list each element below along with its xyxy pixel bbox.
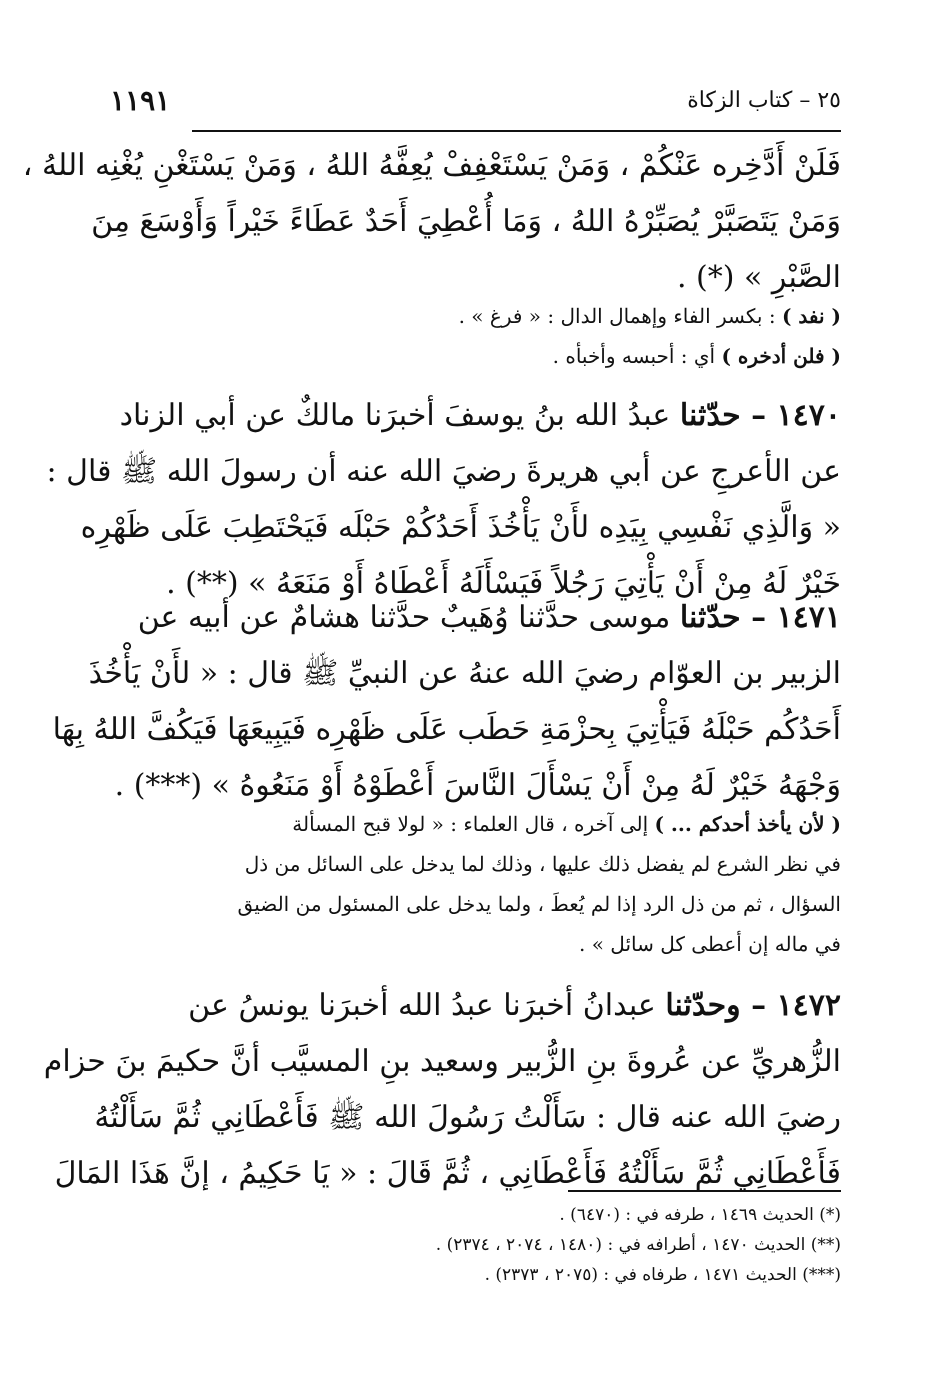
text-line: الصَّبْرِ » (*) .	[676, 260, 841, 295]
text-continuation	[22, 138, 841, 306]
note-line	[140, 296, 841, 336]
hadith-1472	[43, 978, 841, 1202]
hadith-1471	[52, 590, 841, 814]
explanation-notes-2	[140, 804, 841, 964]
hadith-line: وَجْهَهُ خَيْرٌ لَهُ مِنْ أَنْ يَسْأَلَ النَّاسَ أَعْطَوْهُ أَوْ مَنَعُوهُ » (***) .	[114, 768, 841, 803]
text-line: وَمَنْ يَتَصَبَّرْ يُصَبِّرْهُ اللهُ ، وَمَا أُعْطِيَ أَحَدٌ عَطَاءً خَيْراً وَأَوْسَعَ مِنَ	[91, 204, 841, 239]
page-header	[110, 84, 841, 124]
hadith-number: ١٤٧٢ – وحدّثنا	[665, 988, 841, 1023]
hadith-line: خَيْرٌ لَهُ مِنْ أَنْ يَأْتِيَ رَجُلاً فَيَسْأَلَهُ أَعْطَاهُ أَوْ مَنَعَهُ » (**) .	[166, 566, 841, 601]
hadith-number: ١٤٧١ – حدّثنا	[679, 600, 841, 635]
note-line: في نظر الشرع لم يفضل ذلك عليها ، وذلك لما يدخل على السائل من ذل	[244, 852, 841, 876]
hadith-line: رضيَ الله عنه قال : سَأَلْتُ رَسُولَ الله ﷺ فَأَعْطَانِي ثُمَّ سَأَلْتُهُ	[94, 1100, 841, 1135]
hadith-line: ١٤٧٢ – وحدّثنا عبدانُ أخبرَنا عبدُ الله أخبرَنا يونسُ عن	[188, 988, 841, 1023]
note-line: في ماله إن أعطى كل سائل » .	[579, 932, 841, 956]
footnote-rule	[568, 1190, 841, 1192]
note-line: ( لأن يأخذ أحدكم ... ) إلى آخره ، قال العلماء : « لولا قبح المسألة	[292, 812, 841, 836]
text-line: فَلَنْ أَدَّخِره عَنْكُمْ ، وَمَنْ يَسْتَعْفِفْ يُعِفَّهُ اللهُ ، وَمَنْ يَسْتَغْنِ يُغْنِه اللهُ ،	[22, 148, 841, 183]
footnote: (**) الحديث ١٤٧٠ ، أطرافه في : (١٤٨٠ ، ٢٠٧٤ ، ٢٣٧٤) .	[435, 1235, 841, 1255]
hadith-number: ١٤٧٠ – حدّثنا	[679, 398, 841, 433]
hadith-line: ١٤٧١ – حدّثنا موسى حدَّثنا وُهَيبٌ حدَّثنا هشامٌ عن أبيه عن	[137, 600, 841, 635]
note-term: ( لأن يأخذ أحدكم ... )	[654, 812, 841, 836]
hadith-line: أَحَدُكُم حَبْلَهُ فَيَأْتِيَ بِحزْمَةِ حَطَب عَلَى ظَهْرِه فَيَبِيعَهَا فَيَكُفَّ اللهُ بِهَا	[52, 712, 841, 747]
footnote: (***) الحديث ١٤٧١ ، طرفاه في : (٢٠٧٥ ، ٢٣٧٣) .	[484, 1265, 841, 1285]
footnote: (*) الحديث ١٤٦٩ ، طرفه في : (٦٤٧٠) .	[559, 1205, 841, 1225]
note-term: ( نفد )	[781, 304, 841, 328]
hadith-line: « وَالَّذِي نَفْسِي بِيَدِه لأَنْ يَأْخُذَ أَحَدُكُمْ حَبْلَه فَيَحْتَطِبَ عَلَى ظَهْرِه	[80, 510, 841, 545]
page-number: ١١٩١	[110, 84, 171, 117]
chapter-title: ٢٥ – كتاب الزكاة	[687, 88, 841, 113]
footnotes	[140, 1200, 841, 1290]
note-text: : بكسر الفاء وإهمال الدال : « فرغ » .	[458, 304, 782, 328]
explanation-notes-1	[140, 296, 841, 376]
note-text: أي : أحبسه وأخبأه .	[552, 344, 722, 368]
note-line	[140, 336, 841, 376]
hadith-line: الزُّهريِّ عن عُروةَ بنِ الزُّبير وسعيد بنِ المسيَّب أنَّ حكيمَ بنَ حزام	[43, 1044, 841, 1079]
header-rule	[192, 130, 841, 132]
hadith-line: الزبير بن العوّام رضيَ الله عنهُ عن النبيِّ ﷺ قال : « لأَنْ يَأْخُذَ	[88, 656, 841, 691]
hadith-line: فَأَعْطَانِي ثُمَّ سَأَلْتُهُ فَأَعْطَانِي ، ثُمَّ قَالَ : « يَا حَكِيمُ ، إنَّ هَذَا المَالَ	[54, 1156, 841, 1191]
hadith-line: ١٤٧٠ – حدّثنا عبدُ الله بنُ يوسفَ أخبرَنا مالكٌ عن أبي الزناد	[119, 398, 841, 433]
hadith-1470	[46, 388, 841, 612]
hadith-line: عن الأعرجِ عن أبي هريرةَ رضيَ الله عنه أن رسولَ الله ﷺ قال :	[46, 454, 841, 489]
note-line: السؤال ، ثم من ذل الرد إذا لم يُعطَ ، ولما يدخل على المسئول من الضيق	[237, 892, 841, 916]
note-term: ( فلن أدخره )	[721, 344, 841, 368]
